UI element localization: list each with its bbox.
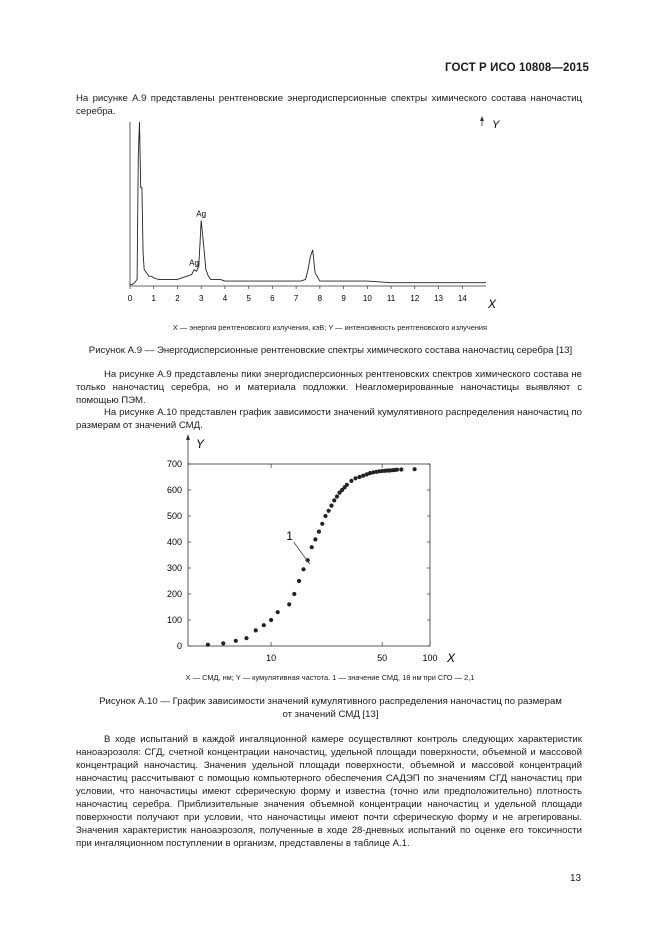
data-point xyxy=(234,639,238,643)
data-point xyxy=(297,579,301,583)
x-axis-label: X xyxy=(447,651,456,665)
y-tick-label: 400 xyxy=(166,537,182,547)
data-point xyxy=(349,479,353,483)
data-point xyxy=(262,623,266,627)
data-point xyxy=(269,618,273,622)
y-tick-label: 200 xyxy=(166,589,182,599)
x-tick-label: 4 xyxy=(222,294,228,303)
standard-designation: ГОСТ Р ИСО 10808—2015 xyxy=(445,62,590,74)
paragraph-tests: В ходе испытаний в каждой ингаляционной камере осуществляют контроль следующих характеристик наноаэрозоля: СГД, счетной концентрации наночастиц, удельной площади поверхности, объемной и массовой концентраций наночастиц. Значения удельной площади поверхности, объемной и массовой концентраций наночастиц рассчитывают с помощью компьютерного обеспечения САДЭП по значениям СГД наночастиц при условии, что наночастицы имеют сферическую форму и известна (точно или предположительно) плотность наночастиц серебра. Приблизительные значения объемной концентрации наночастиц и удельной площади поверхности получают при условии, что наночастицы имеют почти сферическую форму и не агрегированы. Значения характеристик наноаэрозоля, полученные в ходе 28-дневных испытаний по оценке его токсичности при ингаляционном поступлении в организм, представлены в таблице А.1. xyxy=(76,734,582,849)
x-tick-label: 3 xyxy=(198,294,204,303)
data-point xyxy=(206,643,210,647)
x-tick-label: 12 xyxy=(410,294,420,303)
data-point xyxy=(313,537,317,541)
plot-frame xyxy=(188,464,430,646)
data-point xyxy=(320,522,324,526)
data-point xyxy=(329,504,333,508)
x-tick-label: 9 xyxy=(341,294,346,303)
figure-a9-caption: Рисунок А.9 — Энергодисперсионные рентгеновские спектры химического состава наночастиц серебра [13] xyxy=(88,345,573,356)
x-tick-label: 10 xyxy=(362,294,372,303)
x-tick-label: 14 xyxy=(457,294,467,303)
figure-a10-legend: X — СМД, нм; Y — кумулятивная частота. 1 — значение СМД, 18 нм при СГО — 2,1 xyxy=(185,673,475,682)
data-point xyxy=(292,592,296,596)
annotation-label: 1 xyxy=(286,529,293,543)
data-point xyxy=(327,509,331,513)
data-point xyxy=(335,494,339,498)
data-point xyxy=(310,545,314,549)
data-point xyxy=(317,530,321,534)
y-tick-label: 600 xyxy=(166,485,182,495)
x-tick-label: 7 xyxy=(293,294,299,303)
x-tick-label: 50 xyxy=(377,653,388,663)
data-point xyxy=(332,498,336,502)
paragraph-intro-fig-a10: На рисунке А.10 представлен график зависимости значений кумулятивного распределения наночастиц по размерам от значений СМД. xyxy=(76,407,582,431)
data-point xyxy=(395,468,399,472)
x-tick-label: 0 xyxy=(127,294,133,303)
peak-label: Ag xyxy=(189,258,199,268)
x-tick-label: 2 xyxy=(175,294,180,303)
y-tick-label: 0 xyxy=(176,641,182,651)
x-tick-label: 6 xyxy=(270,294,275,303)
y-arrow-head xyxy=(480,116,484,121)
x-tick-label: 10 xyxy=(266,653,277,663)
data-point xyxy=(353,476,357,480)
data-point xyxy=(301,567,305,571)
data-point xyxy=(287,602,291,606)
data-point xyxy=(345,483,349,487)
annotation-leader xyxy=(294,542,310,564)
data-point xyxy=(323,514,327,518)
y-tick-label: 100 xyxy=(166,615,182,625)
data-point xyxy=(276,610,280,614)
figure-a10-caption-line1: Рисунок А.10 — График зависимости значений кумулятивного распределения наночастиц по размерам xyxy=(99,696,562,707)
x-tick-label: 11 xyxy=(386,294,396,303)
page-number: 13 xyxy=(570,873,582,884)
y-axis-label: Y xyxy=(196,437,205,451)
peak-label: Ag xyxy=(196,209,207,219)
x-tick-label: 13 xyxy=(434,294,443,303)
figure-a9-spectrum xyxy=(118,112,508,324)
x-tick-label: 1 xyxy=(151,294,156,303)
data-point xyxy=(244,636,248,640)
x-tick-label: 5 xyxy=(246,294,251,303)
spectrum-plot xyxy=(128,116,500,311)
x-tick-label: 8 xyxy=(317,294,323,303)
spectrum-line xyxy=(130,122,486,284)
data-point xyxy=(221,641,225,645)
data-point xyxy=(254,628,258,632)
y-tick-label: 500 xyxy=(166,511,182,521)
figure-a10-caption-line2: от значений СМД [13] xyxy=(282,709,379,720)
y-arrow-head xyxy=(186,434,190,440)
y-axis-label: Y xyxy=(492,119,500,131)
data-point xyxy=(413,467,417,471)
figure-a9-legend: X — энергия рентгеновского излучения, кэВ; Y — интенсивность рентгеновского излучения xyxy=(172,323,488,332)
paragraph-text: На рисунке А.9 представлены рентгеновские энергодисперсионные спектры химического состава наночастиц серебра. xyxy=(76,93,582,117)
data-point xyxy=(399,467,403,471)
y-tick-label: 700 xyxy=(166,459,182,469)
figure-a10-cumulative xyxy=(160,430,470,672)
y-tick-label: 300 xyxy=(166,563,182,573)
x-axis-label: X xyxy=(488,297,497,311)
x-tick-label: 100 xyxy=(422,653,438,663)
paragraph-peaks: На рисунке А.9 представлены пики энергодисперсионных рентгеновских спектров химического состава не только наночастиц серебра, но и материала подложки. Неагломерированные наночастицы выявляют с помощью ПЭМ. xyxy=(76,369,582,406)
cumulative-plot xyxy=(167,434,456,665)
data-point xyxy=(357,475,361,479)
data-point xyxy=(361,474,365,478)
